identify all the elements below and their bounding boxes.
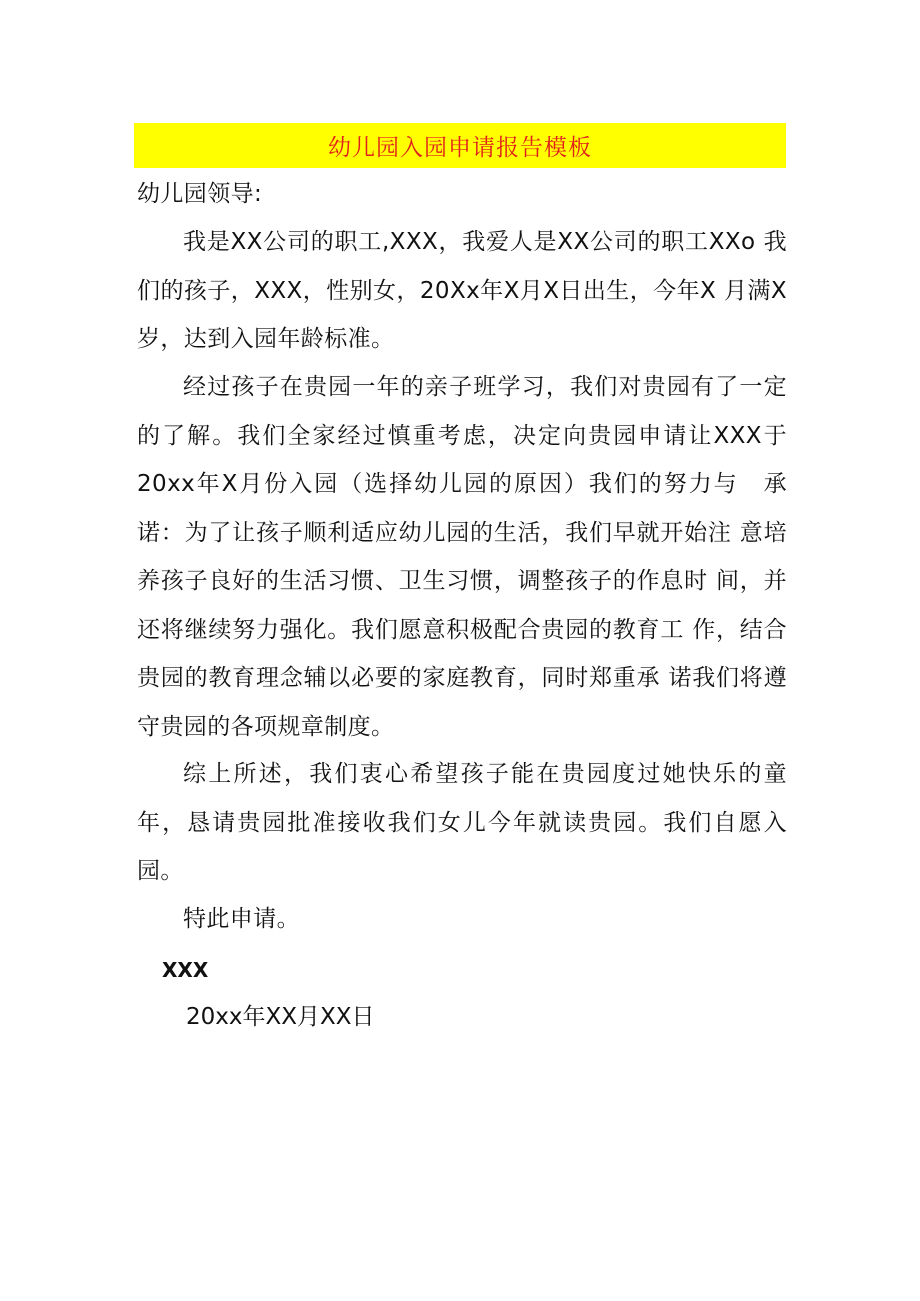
document-title: 幼儿园入园申请报告模板 (328, 135, 592, 161)
paragraph-reason-and-commitment: 经过孩子在贵园一年的亲子班学习，我们对贵园有了一定的了解。我们全家经过慎重考虑，决定向贵园申请让XXX于20xx年X月份入园（选择幼儿园的原因）我们的努力与 承诺：为了让孩子顺利适应幼儿园的生活，我们早就开始注 意培养孩子良好的生活习惯、卫生习惯，调整孩子的作息时 间，并还将继续努力强化。我们愿意积极配合贵园的教育工 作，结合贵园的教育理念辅以必要的家庭教育，同时郑重承 诺我们将遵守贵园的各项规章制度。 (137, 374, 787, 740)
title-highlight-bar (134, 123, 786, 168)
paragraph-conclusion: 综上所述，我们衷心希望孩子能在贵园度过她快乐的童年，恳请贵园批准接收我们女儿今年就读贵园。我们自愿入园。 (137, 761, 787, 884)
application-date: 20xx年XX月XX日 (186, 1004, 375, 1030)
paragraph-closing: 特此申请。 (183, 906, 300, 932)
salutation: 幼儿园领导: (137, 181, 263, 207)
paragraph-introduction: 我是XX公司的职工,XXX，我爱人是XX公司的职工XXo 我们的孩子，XXX，性别女，20Xx年X月X日出生，今年X 月满X岁，达到入园年龄标准。 (137, 229, 787, 352)
signer-name: XXX (162, 958, 209, 982)
